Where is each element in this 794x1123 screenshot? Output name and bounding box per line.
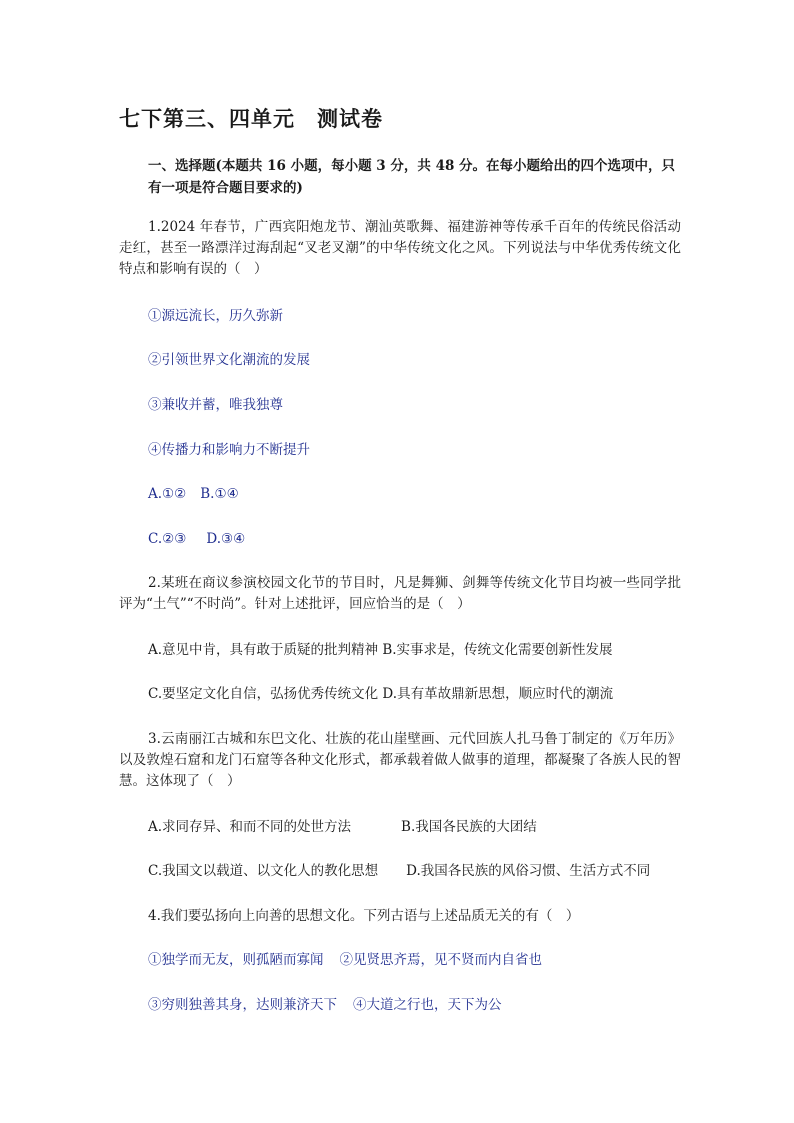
page-title xyxy=(119,103,383,133)
q2-options-row-1: A.意见中肯，具有敢于质疑的批判精神 B.实事求是，传统文化需要创新性发展 xyxy=(148,642,613,658)
q3-option-d: D.我国各民族的风俗习惯、生活方式不同 xyxy=(406,863,651,879)
q1-item-4: ④传播力和影响力不断提升 xyxy=(148,442,310,458)
q1-option-d: D.③④ xyxy=(206,531,246,547)
q1-options-row-1 xyxy=(148,484,239,505)
q1-item-2: ②引领世界文化潮流的发展 xyxy=(148,352,310,368)
q4-item-3: ③穷则独善其身，达则兼济天下 xyxy=(148,997,337,1013)
q1-option-a: A.①② xyxy=(148,486,187,502)
title-main: 七下第三、四单元 xyxy=(119,106,295,131)
q4-items-row-2 xyxy=(148,995,502,1016)
question-3-stem: 3.云南丽江古城和东巴文化、壮族的花山崖壁画、元代回族人扎马鲁丁制定的《万年历》以及敦煌石窟和龙门石窟等各种文化形式，都承载着做人做事的道理，都凝聚了各族人民的智慧。这体现了（ ） xyxy=(119,731,681,789)
q3-options-row-1 xyxy=(148,817,537,838)
question-2-stem: 2.某班在商议参演校园文化节的节目时，凡是舞狮、剑舞等传统文化节目均被一些同学批评为“土气”“不时尚”。针对上述批评，回应恰当的是（ ） xyxy=(119,575,681,612)
q1-options-row-2 xyxy=(148,529,245,550)
q4-item-1: ①独学而无友，则孤陋而寡闻 xyxy=(148,952,324,968)
q4-item-4: ④大道之行也，天下为公 xyxy=(353,997,502,1013)
section-heading: 一、选择题(本题共 16 小题，每小题 3 分，共 48 分。在每小题给出的四个选项中，只有一项是符合题目要求的) xyxy=(148,158,676,196)
q1-item-1: ①源远流长，历久弥新 xyxy=(148,308,283,324)
q3-options-row-2 xyxy=(148,861,650,882)
q3-option-b: B.我国各民族的大团结 xyxy=(401,819,537,835)
q1-item-3: ③兼收并蓄，唯我独尊 xyxy=(148,397,283,413)
q4-items-row-1 xyxy=(148,950,542,971)
q2-options-row-2: C.要坚定文化自信，弘扬优秀传统文化 D.具有革故鼎新思想，顺应时代的潮流 xyxy=(148,686,614,702)
q3-option-a: A.求同存异、和而不同的处世方法 xyxy=(148,819,352,835)
q1-option-c: C.②③ xyxy=(148,531,187,547)
q3-option-c: C.我国文以载道、以文化人的教化思想 xyxy=(148,863,379,879)
title-sub: 测试卷 xyxy=(317,106,383,131)
q4-item-2: ②见贤思齐焉，见不贤而内自省也 xyxy=(339,952,542,968)
question-4-stem: 4.我们要弘扬向上向善的思想文化。下列古语与上述品质无关的有（ ） xyxy=(148,908,580,924)
q1-option-b: B.①④ xyxy=(200,486,239,502)
question-1-stem: 1.2024 年春节，广西宾阳炮龙节、潮汕英歌舞、福建游神等传承千百年的传统民俗活动走红，甚至一路漂洋过海刮起“叉老叉潮”的中华传统文化之风。下列说法与中华优秀传统文化特点和影响有误的（ ） xyxy=(119,219,681,277)
